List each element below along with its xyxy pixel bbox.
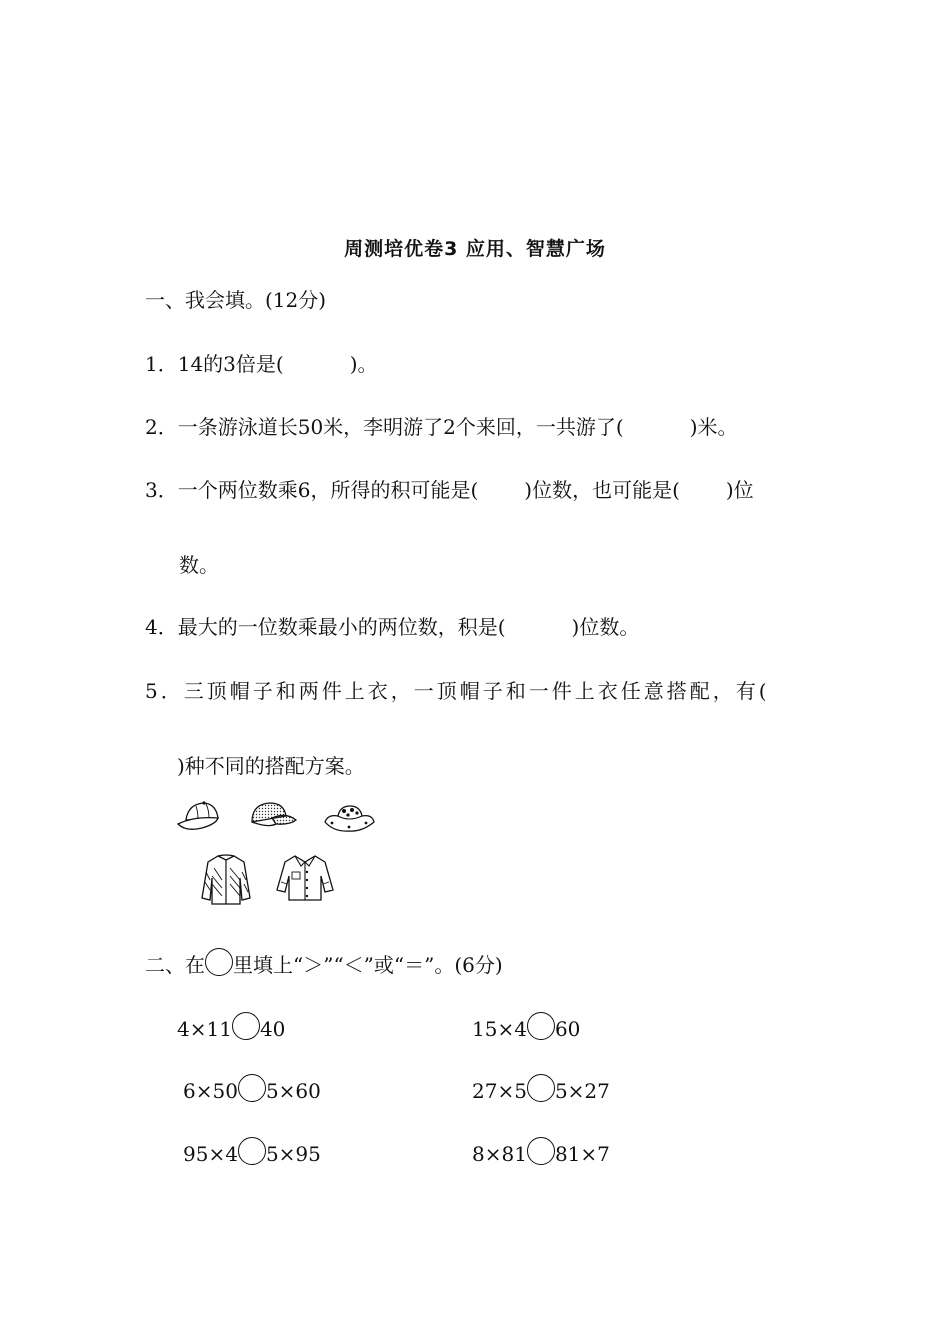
section-1-heading: 一、我会填。(12分) xyxy=(145,288,327,312)
question-number: 3． xyxy=(145,478,178,502)
comparison-item: 95×4 5×95 xyxy=(183,1137,321,1168)
jacket-icon xyxy=(200,852,252,908)
comparison-circle[interactable] xyxy=(527,1137,555,1165)
comparison-item: 27×5 5×27 xyxy=(472,1074,610,1105)
question-3-continued: 数。 xyxy=(179,553,219,577)
comparison-item: 4×11 40 xyxy=(177,1012,285,1043)
comparison-circle[interactable] xyxy=(238,1074,266,1102)
question-3: 3．一个两位数乘6，所得的积可能是( )位数，也可能是( )位 xyxy=(145,478,754,502)
comparison-item: 8×81 81×7 xyxy=(472,1137,610,1168)
section-2-heading: 二、在 里填上“＞”“＜”或“＝”。(6分) xyxy=(145,948,503,979)
sun-hat-icon xyxy=(322,800,376,836)
comparison-item: 15×4 60 xyxy=(472,1012,580,1043)
page-title: 周测培优卷3 应用、智慧广场 xyxy=(344,238,606,260)
cap-icon xyxy=(246,798,298,836)
question-1: 1．14的3倍是( )。 xyxy=(145,352,378,376)
question-number: 1． xyxy=(145,352,178,376)
comparison-circle[interactable] xyxy=(527,1074,555,1102)
shirt-icon xyxy=(275,852,335,904)
comparison-circle[interactable] xyxy=(232,1012,260,1040)
question-5: 5．三顶帽子和两件上衣，一顶帽子和一件上衣任意搭配，有( xyxy=(145,679,770,703)
comparison-circle[interactable] xyxy=(527,1012,555,1040)
question-2: 2．一条游泳道长50米，李明游了2个来回，一共游了( )米。 xyxy=(145,415,738,439)
cap-icon xyxy=(176,798,226,836)
question-number: 4． xyxy=(145,615,178,639)
question-5-continued: )种不同的搭配方案。 xyxy=(177,754,365,778)
question-4: 4．最大的一位数乘最小的两位数，积是( )位数。 xyxy=(145,615,640,639)
comparison-item: 6×50 5×60 xyxy=(183,1074,321,1105)
question-number: 2． xyxy=(145,415,178,439)
comparison-circle[interactable] xyxy=(238,1137,266,1165)
circle-icon xyxy=(205,948,233,976)
question-number: 5． xyxy=(145,679,184,703)
